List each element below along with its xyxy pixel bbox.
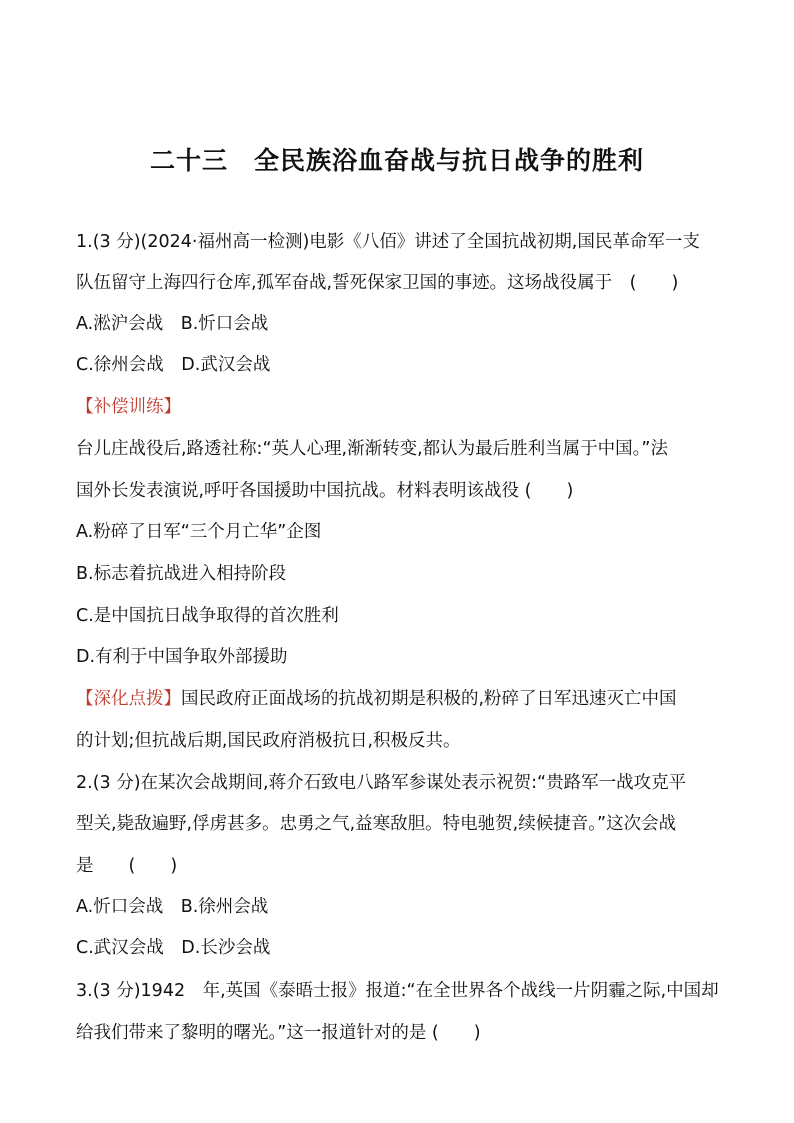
q1-options-line1: A.淞沪会战 B.忻口会战 [76,314,269,334]
q2-options-line1: A.忻口会战 B.徐州会战 [76,897,269,917]
q1-stem-line2: 队伍留守上海四行仓库,孤军奋战,誓死保家卫国的事迹。这场战役属于 ( ) [76,273,679,293]
supplement-option-d: D.有利于中国争取外部援助 [76,647,288,667]
deepen-tag: 【深化点拨】 [76,689,181,709]
supplement-stem-line1: 台儿庄战役后,路透社称:“英人心理,渐渐转变,都认为最后胜利当属于中国。”法 [76,439,668,459]
q1-options-line2: C.徐州会战 D.武汉会战 [76,355,271,375]
supplement-option-a: A.粉碎了日军“三个月亡华”企图 [76,522,322,542]
q2-stem-line1: 2.(3 分)在某次会战期间,蒋介石致电八路军参谋处表示祝贺:“贵路军一战攻克平 [76,773,687,793]
q2-stem-line3: 是 ( ) [76,856,178,876]
supplement-stem-line2: 国外长发表演说,呼吁各国援助中国抗战。材料表明该战役 ( ) [76,481,574,501]
supplement-option-c: C.是中国抗日战争取得的首次胜利 [76,606,339,626]
supplement-tag: 【补偿训练】 [76,397,181,417]
deepen-line1 [76,686,677,712]
q3-stem-line1: 3.(3 分)1942 年,英国《泰晤士报》报道:“在全世界各个战线一片阴霾之际,中国却 [76,981,719,1001]
page-title: 二十三 全民族浴血奋战与抗日战争的胜利 [149,146,644,175]
supplement-option-b: B.标志着抗战进入相持阶段 [76,564,287,584]
q2-options-line2: C.武汉会战 D.长沙会战 [76,938,271,958]
q1-stem-line1: 1.(3 分)(2024·福州高一检测)电影《八佰》讲述了全国抗战初期,国民革命军一支 [76,232,700,252]
deepen-line2: 的计划;但抗战后期,国民政府消极抗日,积极反共。 [76,731,461,751]
deepen-line1-text: 国民政府正面战场的抗战初期是积极的,粉碎了日军迅速灭亡中国 [181,689,677,709]
q2-stem-line2: 型关,毙敌遍野,俘虏甚多。忠勇之气,益寒敌胆。特电驰贺,续候捷音。”这次会战 [76,814,677,834]
q3-stem-line2: 给我们带来了黎明的曙光。”这一报道针对的是 ( ) [76,1023,481,1043]
